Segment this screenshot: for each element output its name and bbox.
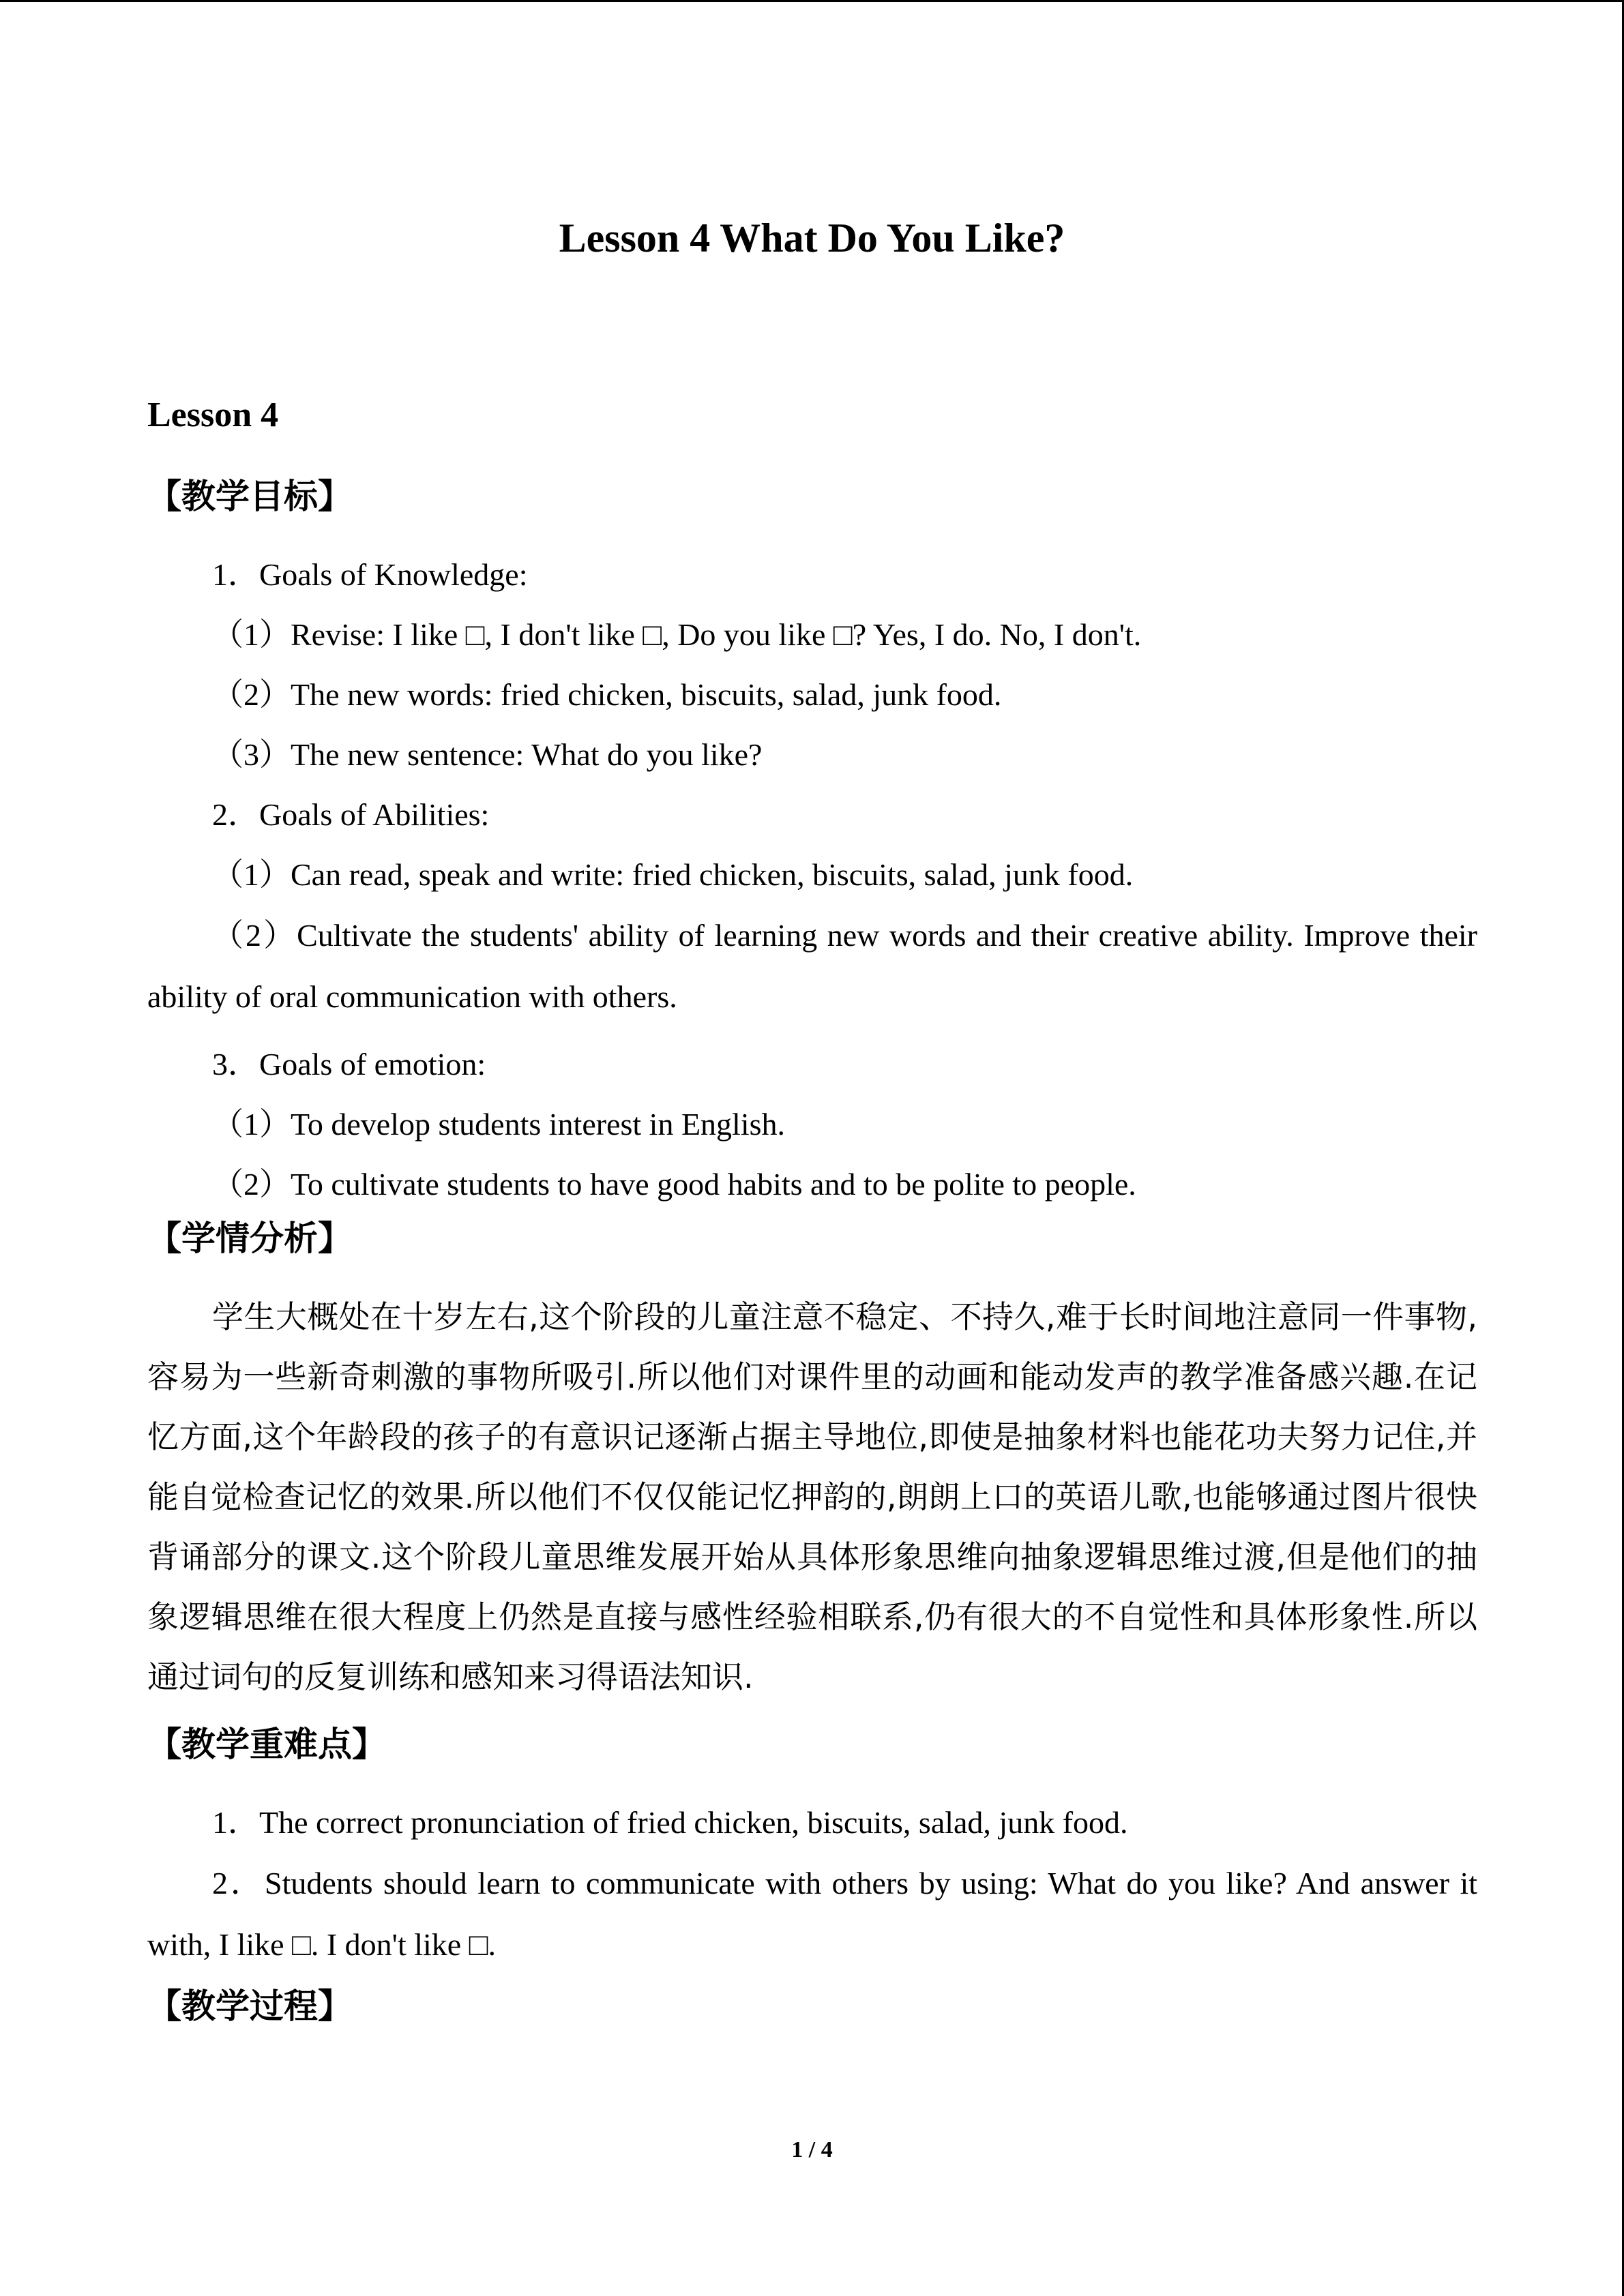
goal-knowledge-item-3: （3）The new sentence: What do you like? xyxy=(212,737,763,772)
section-heading-analysis: 【学情分析】 xyxy=(147,1219,352,1258)
goal-abilities-item-2: （2）Cultivate the students' ability of learning new words and their creative ability. Improve their ability of oral communication with others. xyxy=(147,918,1477,1014)
analysis-paragraph: 学生大概处在十岁左右,这个阶段的儿童注意不稳定、不持久,难于长时间地注意同一件事物,容易为一些新奇刺激的事物所吸引.所以他们对课件里的动画和能动发声的教学准备感兴趣.在记忆方面,这个年龄段的孩子的有意识记逐渐占据主导地位,即使是抽象材料也能花功夫努力记住,并能自觉检查记忆的效果.所以他们不仅仅能记忆押韵的,朗朗上口的英语儿歌,也能够通过图片很快背诵部分的课文.这个阶段儿童思维发展开始从具体形象思维向抽象逻辑思维过渡,但是他们的抽象逻辑思维在很大程度上仍然是直接与感性经验相联系,仍有很大的不自觉性和具体形象性.所以通过词句的反复训练和感知来习得语法知识. xyxy=(147,1298,1477,1695)
goal-knowledge-item-2: （2）The new words: fried chicken, biscuits, salad, junk food. xyxy=(212,677,1002,712)
goal-emotion-item-1: （1）To develop students interest in English. xyxy=(212,1107,786,1142)
goal-knowledge-heading: 1．Goals of Knowledge: xyxy=(212,557,528,592)
document-body xyxy=(147,388,1477,2055)
goal-emotion-item-2: （2）To cultivate students to have good habits and to be polite to people. xyxy=(212,1167,1136,1202)
goal-abilities-heading: 2．Goals of Abilities: xyxy=(212,797,490,832)
goal-abilities-item-1: （1）Can read, speak and write: fried chicken, biscuits, salad, junk food. xyxy=(212,857,1134,892)
section-heading-key-points: 【教学重难点】 xyxy=(147,1725,386,1764)
section-heading-objectives: 【教学目标】 xyxy=(147,477,352,516)
page-number: 1 / 4 xyxy=(791,2137,833,2162)
goal-emotion-heading: 3．Goals of emotion: xyxy=(212,1047,486,1082)
section-heading-process: 【教学过程】 xyxy=(147,1986,352,2026)
lesson-heading: Lesson 4 xyxy=(147,396,279,434)
key-point-1: 1．The correct pronunciation of fried chicken, biscuits, salad, junk food. xyxy=(212,1805,1128,1840)
goal-knowledge-item-1: （1）Revise: I like □, I don't like □, Do you like □? Yes, I do. No, I don't. xyxy=(212,617,1142,652)
key-point-2: 2．Students should learn to communicate with others by using: What do you like? And answer it with, I like □. I don't like □. xyxy=(147,1866,1477,1962)
document-title: Lesson 4 What Do You Like? xyxy=(559,215,1065,260)
